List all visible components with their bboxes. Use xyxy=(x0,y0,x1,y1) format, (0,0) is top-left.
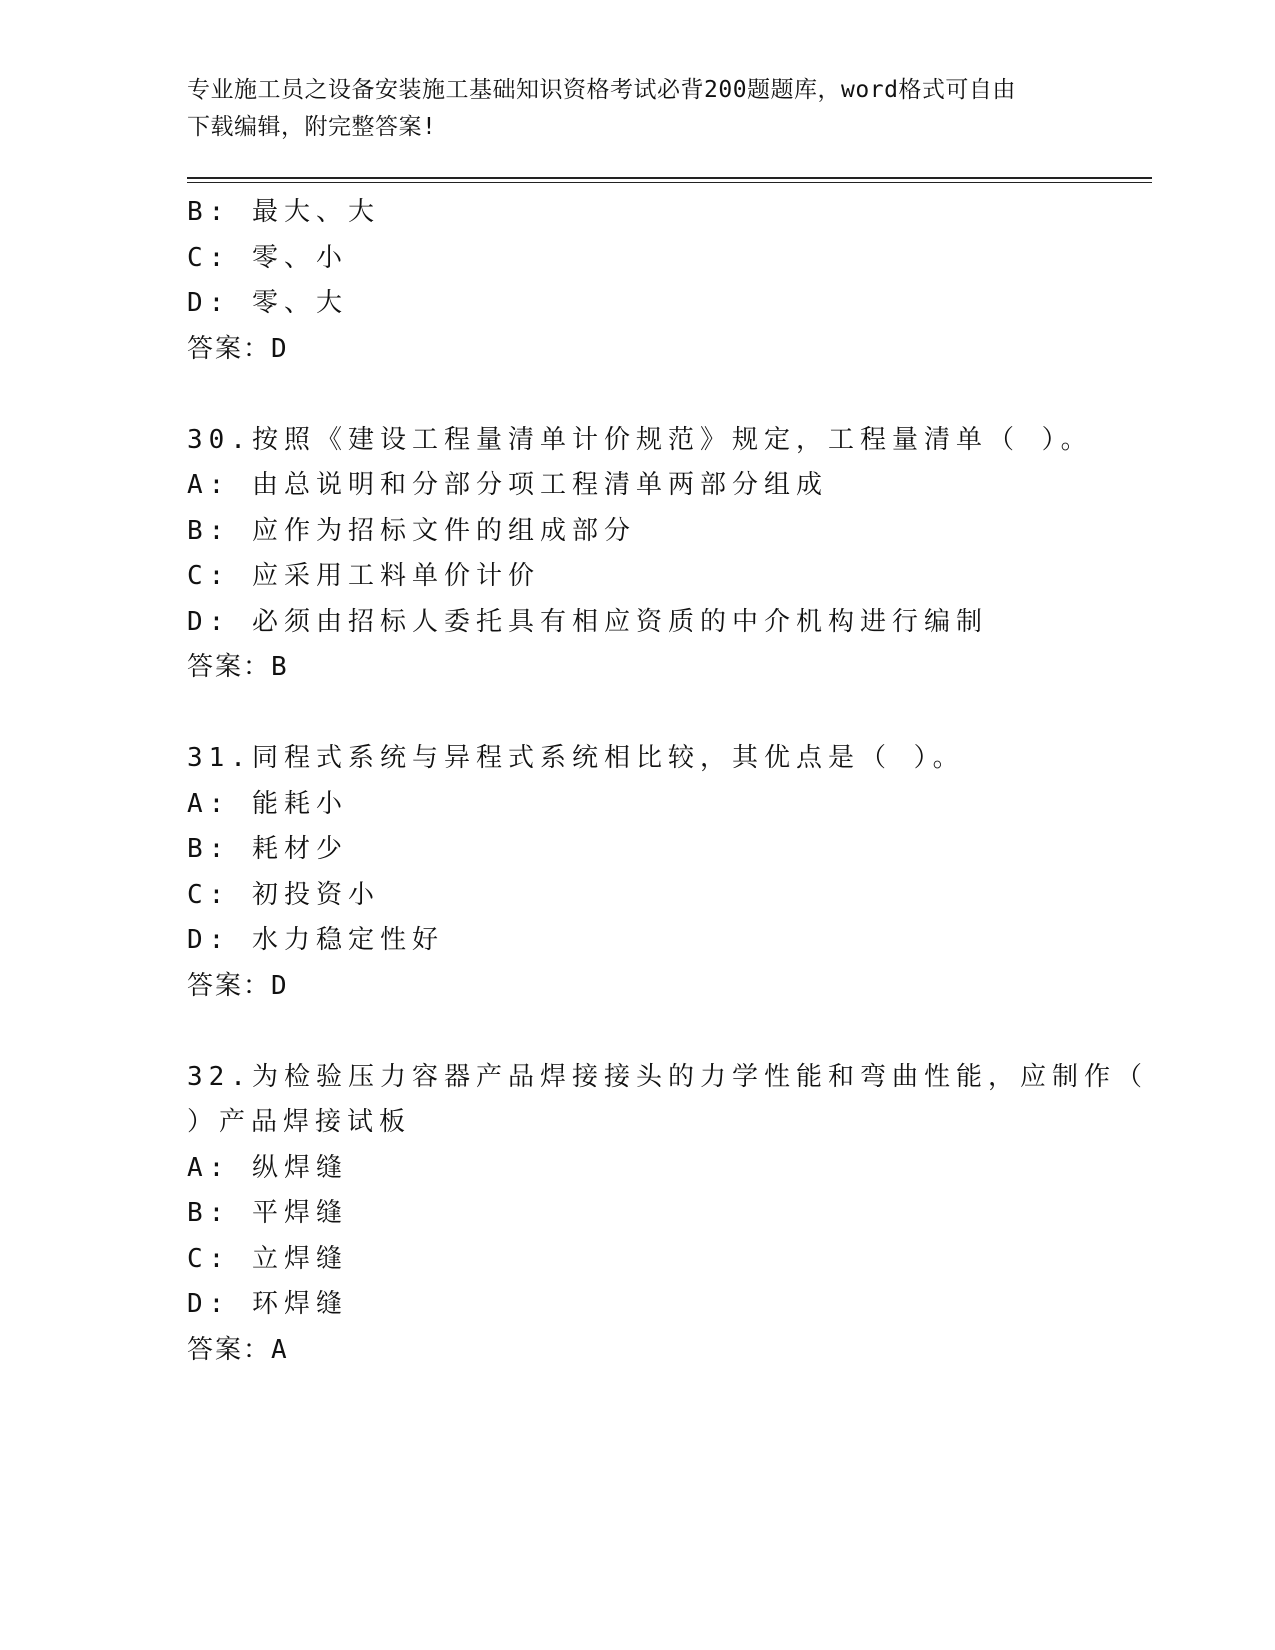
option-c: C: 初投资小 xyxy=(187,879,380,910)
option-b: B: 耗材少 xyxy=(187,834,348,864)
option-a: A: 能耗小 xyxy=(187,788,348,819)
header-line-2: 下载编辑，附完整答案! xyxy=(187,114,437,140)
question-block-32 xyxy=(187,1055,1152,1374)
option-b: B: 最大、大 xyxy=(187,197,380,227)
option-b: B: 平焊缝 xyxy=(187,1198,348,1228)
question-stem: 31.同程式系统与异程式系统相比较，其优点是（ ）。 xyxy=(187,743,965,773)
option-d: D: 必须由招标人委托具有相应资质的中介机构进行编制 xyxy=(187,606,988,637)
answer-line: 答案：D xyxy=(187,333,289,364)
question-stem-line-1: 32.为检验压力容器产品焊接接头的力学性能和弯曲性能，应制作（ xyxy=(187,1061,1148,1092)
option-d: D: 零、大 xyxy=(187,288,348,318)
header-line-1: 专业施工员之设备安装施工基础知识资格考试必背200题题库，word格式可自由 xyxy=(187,77,1016,103)
option-c: C: 应采用工料单价计价 xyxy=(187,561,540,591)
header-divider-thin xyxy=(187,182,1152,183)
question-block-31 xyxy=(187,736,1152,1009)
document-header xyxy=(187,72,1067,146)
option-a: A: 由总说明和分部分项工程清单两部分组成 xyxy=(187,470,828,500)
answer-line: 答案：D xyxy=(187,970,289,1001)
option-c: C: 零、小 xyxy=(187,242,348,273)
question-stem: 30.按照《建设工程量清单计价规范》规定，工程量清单（ ）。 xyxy=(187,424,1093,455)
answer-line: 答案：B xyxy=(187,652,289,682)
option-b: B: 应作为招标文件的组成部分 xyxy=(187,515,636,546)
option-a: A: 纵焊缝 xyxy=(187,1152,348,1183)
question-list xyxy=(187,190,1152,1373)
header-divider-thick xyxy=(187,177,1152,179)
question-block-30 xyxy=(187,418,1152,691)
question-block-partial xyxy=(187,190,1152,372)
option-d: D: 水力稳定性好 xyxy=(187,925,444,955)
answer-line: 答案：A xyxy=(187,1334,289,1365)
option-c: C: 立焊缝 xyxy=(187,1243,348,1274)
question-stem-line-2: ）产品焊接试板 xyxy=(187,1107,412,1137)
option-d: D: 环焊缝 xyxy=(187,1289,348,1319)
